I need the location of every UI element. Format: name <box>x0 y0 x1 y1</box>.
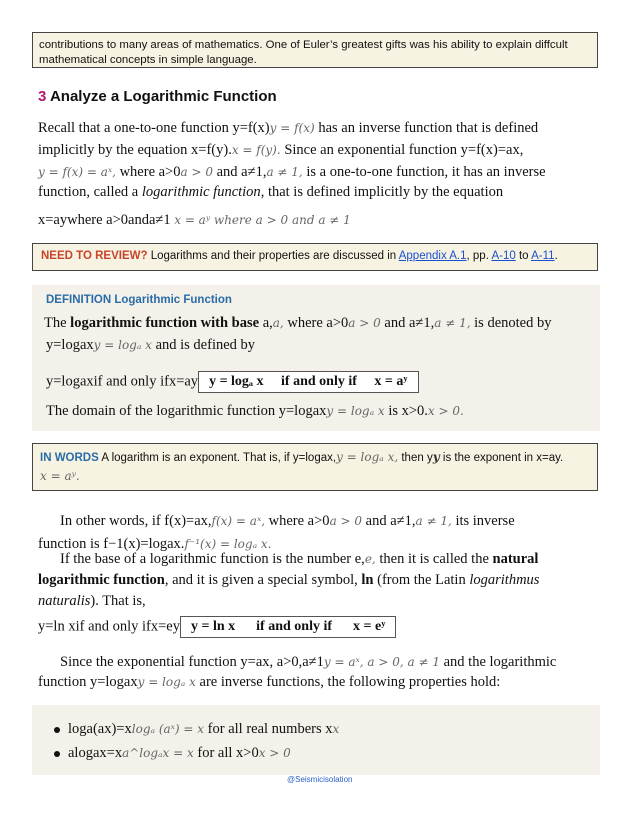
watermark: @Seismicisolation <box>287 775 353 784</box>
paragraph-1-line-5: x=aywhere a>0anda≠1 x = aʸ where a > 0 and a ≠ 1 <box>38 212 351 228</box>
in-words-box <box>32 443 598 491</box>
paragraph-2-line-1: In other words, if f(x)=ax,f(x) = aˣ, where a>0a > 0 and a≠1,a ≠ 1, its inverse <box>60 513 515 529</box>
paragraph-2-line-3: If the base of a logarithmic function is the number e,e, then it is called the natural <box>60 551 539 567</box>
definition-equation-box: y = logₐ x if and only if x = aʸ <box>198 371 419 393</box>
appendix-link[interactable]: Appendix A.1 <box>398 250 467 262</box>
need-to-review-box: NEED TO REVIEW? Logarithms and their properties are discussed in Appendix A.1, pp. A-10 to A-11. <box>32 243 598 271</box>
box-line-1: contributions to many areas of mathematics. One of Euler’s greatest gifts was his ability to explain diffcult <box>39 39 568 51</box>
natural-log-equation-box: y = ln x if and only if x = eʸ <box>180 616 396 638</box>
review-tag: NEED TO REVIEW? <box>41 250 148 262</box>
section-number: 3 <box>38 88 47 105</box>
definition-line-2: y=logaxy = logₐ x and is defined by <box>46 337 256 353</box>
paragraph-2-line-6: y=ln xif and only ifx=ey y = ln x if and only if x = eʸ <box>38 616 603 638</box>
list-item: loga(ax)=xlogₐ (aˣ) = x for all real numbers xx <box>54 721 339 738</box>
paragraph-1-line-4: function, called a logarithmic function, that is defined implicitly by the equation <box>38 184 504 200</box>
paragraph-2-line-5: naturalis). That is, <box>38 593 146 609</box>
paragraph-2-line-2: function is f−1(x)=logax.f⁻¹(x) = logₐ x. <box>38 536 272 552</box>
page-a10-link[interactable]: A-10 <box>491 250 516 262</box>
paragraph-1-line-2: implicitly by the equation x=f(y).x = f(y). Since an exponential function y=f(x)=ax, <box>38 142 524 158</box>
box-line-2: mathematical concepts in simple language. <box>39 54 257 66</box>
paragraph-1-line-3: y = f(x) = aˣ, where a>0a > 0 and a≠1,a ≠ 1, is a one-to-one function, it has an inverse <box>38 164 546 180</box>
in-words-line-2: x = aʸ. <box>40 469 80 483</box>
in-words-line-1: IN WORDS A logarithm is an exponent. That is, if y=logax,y = logₐ x, then yy is the exponent in x=ay. <box>40 450 564 464</box>
list-item: alogax=xa^logₐx = x for all x>0x > 0 <box>54 745 291 762</box>
definition-line-1: The logarithmic function with base a,a, where a>0a > 0 and a≠1,a ≠ 1, is denoted by <box>44 315 552 331</box>
definition-box <box>32 285 600 431</box>
definition-line-4: The domain of the logarithmic function y=logaxy = logₐ x is x>0.x > 0. <box>46 403 464 419</box>
page-a11-link[interactable]: A-11 <box>531 250 555 262</box>
definition-line-3: y=logaxif and only ifx=ay y = logₐ x if and only if x = aʸ <box>46 371 596 393</box>
paragraph-2-line-4: logarithmic function, and it is given a special symbol, ln (from the Latin logarithmus <box>38 572 540 588</box>
section-title: Analyze a Logarithmic Function <box>49 88 277 105</box>
paragraph-1-line-1: Recall that a one-to-one function y=f(x)y = f(x) has an inverse function that is defined <box>38 120 539 136</box>
previous-text-box <box>32 32 598 68</box>
paragraph-2-line-8: function y=logaxy = logₐ x are inverse functions, the following properties hold: <box>38 674 501 690</box>
section-heading <box>38 88 277 105</box>
bullet-icon <box>54 751 60 757</box>
properties-list <box>32 705 600 775</box>
definition-title: DEFINITION Logarithmic Function <box>46 294 232 306</box>
paragraph-2-line-7: Since the exponential function y=ax, a>0,a≠1y = aˣ, a > 0, a ≠ 1 and the logarithmic <box>60 654 557 670</box>
bullet-icon <box>54 727 60 733</box>
